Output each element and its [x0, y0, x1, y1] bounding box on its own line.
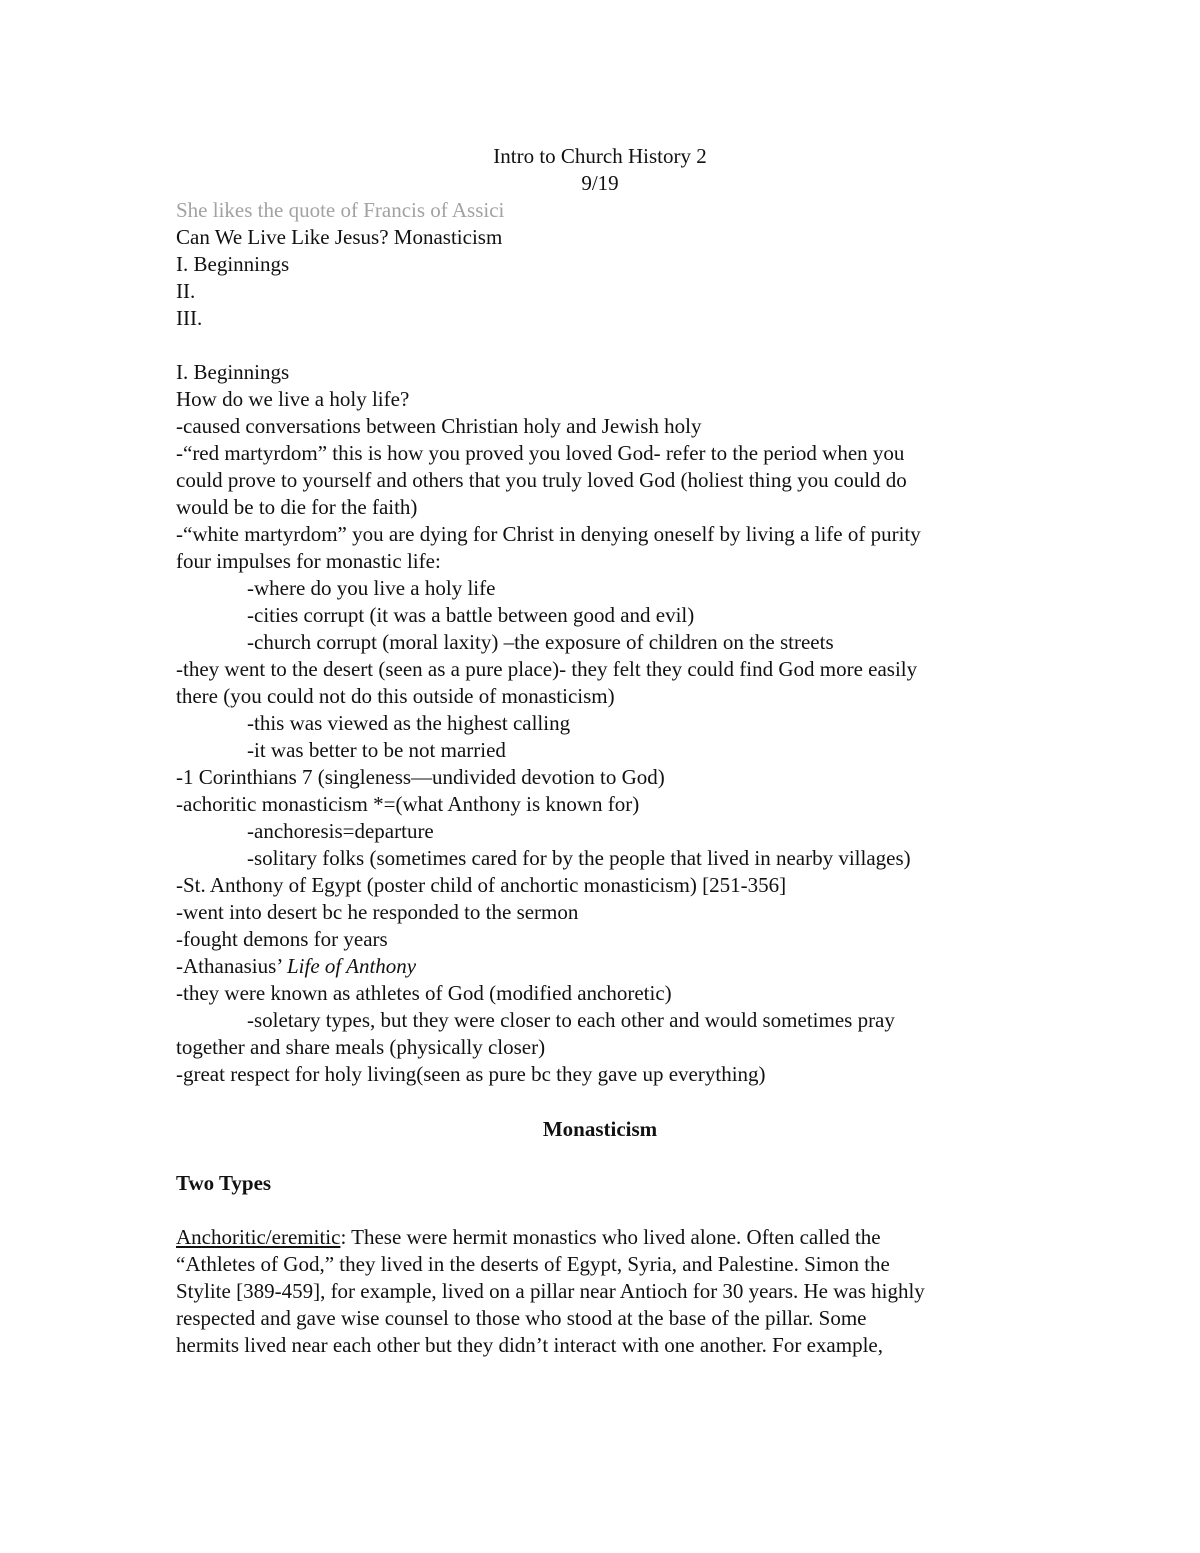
quote-note: She likes the quote of Francis of Assici	[176, 198, 505, 222]
paragraph-line: Stylite [389-459], for example, lived on a pillar near Antioch for 30 years. He was highly	[176, 1279, 925, 1303]
note-line: -achoritic monasticism *=(what Anthony is known for)	[176, 792, 640, 816]
topic-line: Can We Live Like Jesus? Monasticism	[176, 225, 503, 249]
note-line-athanasius	[176, 953, 416, 980]
note-line: -went into desert bc he responded to the sermon	[176, 900, 579, 924]
note-line: -they were known as athletes of God (modified anchoretic)	[176, 981, 672, 1005]
note-line-indented: -where do you live a holy life	[247, 576, 496, 600]
paragraph-line: respected and gave wise counsel to those who stood at the base of the pillar. Some	[176, 1306, 867, 1330]
note-line: How do we live a holy life?	[176, 387, 410, 411]
note-line: there (you could not do this outside of monasticism)	[176, 684, 615, 708]
outline-item: III.	[176, 306, 203, 330]
document-title: Intro to Church History 2	[493, 144, 707, 168]
paragraph-line: “Athletes of God,” they lived in the deserts of Egypt, Syria, and Palestine. Simon the	[176, 1252, 890, 1276]
note-line: -1 Corinthians 7 (singleness—undivided devotion to God)	[176, 765, 665, 789]
note-line-indented: -church corrupt (moral laxity) –the exposure of children on the streets	[247, 630, 834, 654]
note-line: four impulses for monastic life:	[176, 549, 441, 573]
note-line-indented: -anchoresis=departure	[247, 819, 434, 843]
note-line-indented: -it was better to be not married	[247, 738, 506, 762]
outline-item: II.	[176, 279, 196, 303]
note-line-indented: -this was viewed as the highest calling	[247, 711, 571, 735]
note-line: -fought demons for years	[176, 927, 388, 951]
note-line: -St. Anthony of Egypt (poster child of anchortic monasticism) [251-356]	[176, 873, 787, 897]
paragraph-text: : These were hermit monastics who lived alone. Often called the	[340, 1225, 881, 1249]
note-line-indented: -soletary types, but they were closer to each other and would sometimes pray	[247, 1008, 895, 1032]
document-date: 9/19	[581, 171, 619, 195]
term-anchoritic: Anchoritic/eremitic	[176, 1225, 341, 1249]
paragraph-line: hermits lived near each other but they didn’t interact with one another. For example,	[176, 1333, 883, 1357]
note-line: together and share meals (physically closer)	[176, 1035, 546, 1059]
section-heading: I. Beginnings	[176, 360, 290, 384]
note-line: -great respect for holy living(seen as pure bc they gave up everything)	[176, 1062, 766, 1086]
note-line-indented: -solitary folks (sometimes cared for by the people that lived in nearby villages)	[247, 846, 911, 870]
note-line: -“white martyrdom” you are dying for Christ in denying oneself by living a life of purity	[176, 522, 921, 546]
book-title: Life of Anthony	[287, 954, 417, 978]
note-line: would be to die for the faith)	[176, 495, 418, 519]
paragraph-first-line	[176, 1224, 881, 1251]
athanasius-prefix: -Athanasius’	[176, 954, 287, 978]
handout-heading: Monasticism	[542, 1117, 658, 1141]
note-line: could prove to yourself and others that you truly loved God (holiest thing you could do	[176, 468, 907, 492]
note-line: -“red martyrdom” this is how you proved you loved God- refer to the period when you	[176, 441, 905, 465]
handout-subheading: Two Types	[176, 1171, 272, 1195]
note-line: -they went to the desert (seen as a pure place)- they felt they could find God more easily	[176, 657, 918, 681]
note-line: -caused conversations between Christian holy and Jewish holy	[176, 414, 702, 438]
outline-item: I. Beginnings	[176, 252, 290, 276]
note-line-indented: -cities corrupt (it was a battle between good and evil)	[247, 603, 695, 627]
